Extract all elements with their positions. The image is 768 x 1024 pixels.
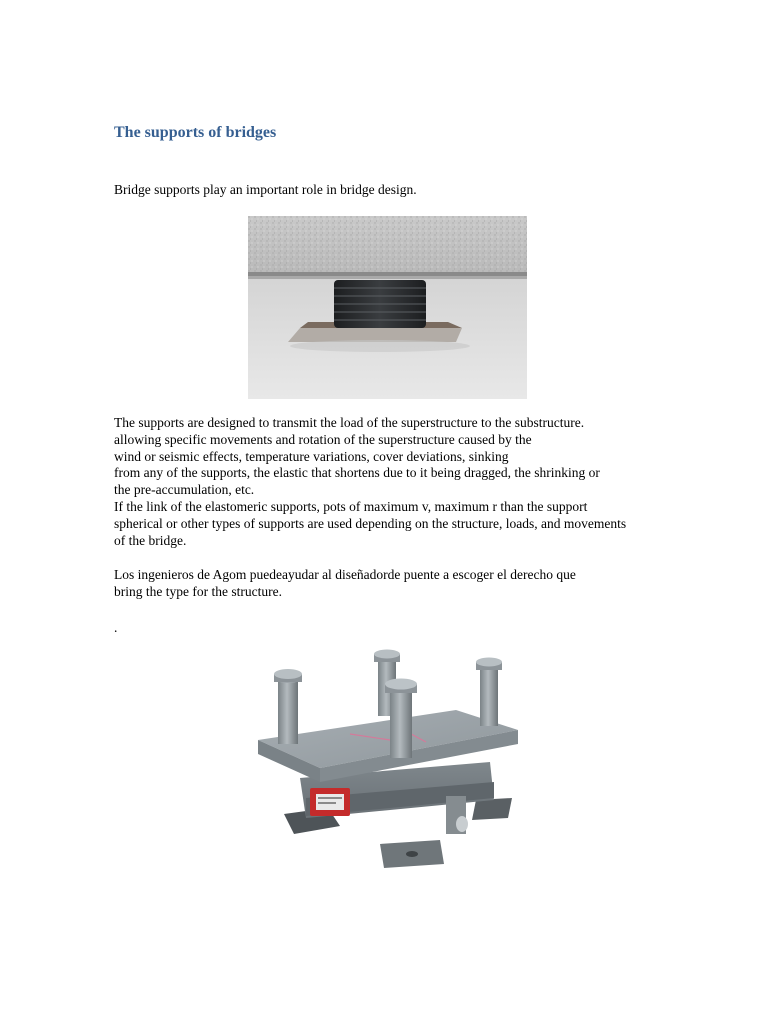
paragraph-line: spherical or other types of supports are used depending on the structure, loads, and movements [114, 515, 627, 531]
trailing-mark: . [114, 620, 118, 635]
paragraph-line: from any of the supports, the elastic that shortens due to it being dragged, the shrinking or [114, 465, 600, 481]
paragraph-line: of the bridge. [114, 532, 187, 548]
agom-paragraph [114, 567, 576, 601]
paragraph-line: allowing specific movements and rotation of the superstructure caused by the [114, 431, 532, 447]
paragraph-line: The supports are designed to transmit the load of the superstructure to the substructure. [114, 415, 585, 430]
paragraph-line: bring the type for the structure. [114, 583, 282, 599]
paragraph-line: the pre-accumulation, etc. [114, 482, 255, 498]
anchor-bolt [476, 658, 502, 727]
anchor-bolt [274, 669, 302, 744]
pot-bearing-photo [250, 648, 525, 872]
intro-paragraph: Bridge supports play an important role in bridge design. [114, 182, 417, 197]
paragraph-line: Los ingenieros de Agom puedeayudar al diseñadorde puente a escoger el derecho que [114, 567, 576, 582]
elastomeric-bearing-photo [248, 216, 527, 399]
page-title: The supports of bridges [114, 124, 277, 141]
paragraph-line: wind or seismic effects, temperature variations, cover deviations, sinking [114, 448, 509, 464]
description-paragraph [114, 415, 626, 549]
paragraph-line: If the link of the elastomeric supports, pots of maximum v, maximum r than the support [114, 498, 588, 514]
